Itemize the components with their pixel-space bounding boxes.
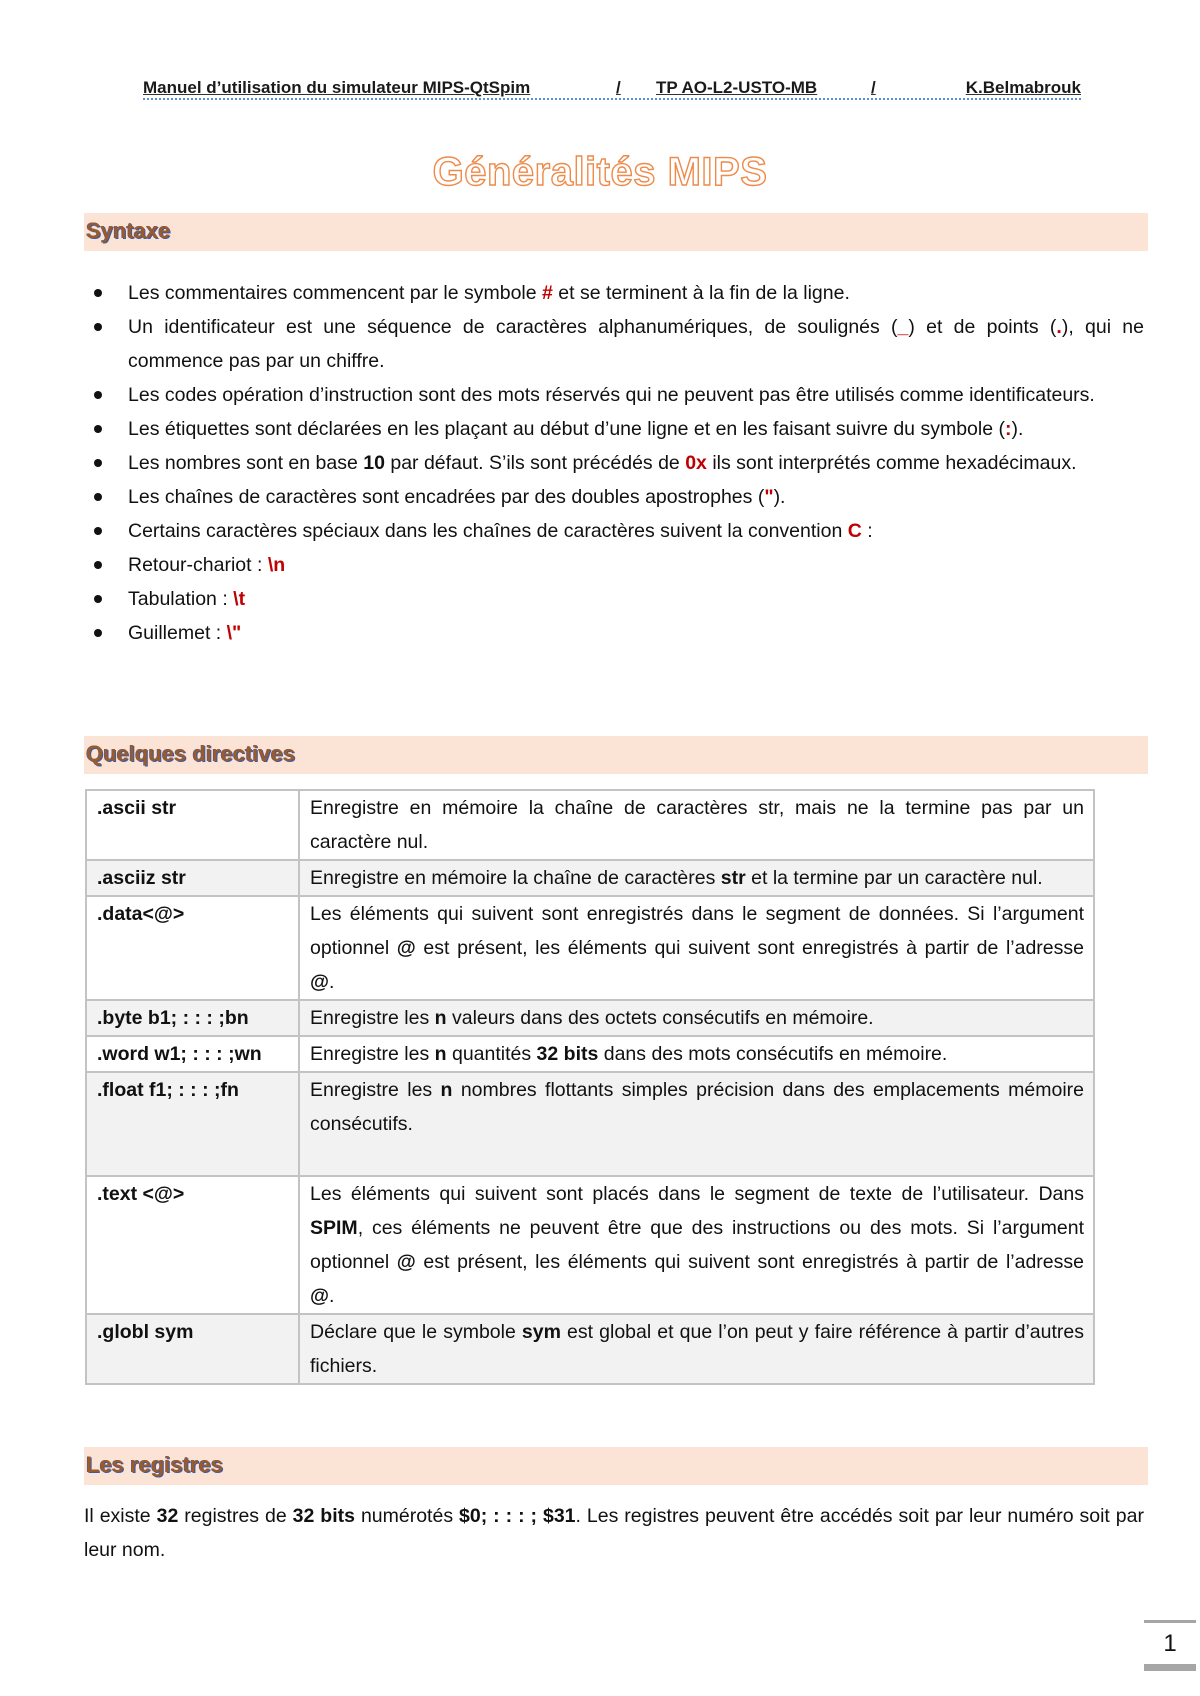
list-item: Certains caractères spéciaux dans les chaînes de caractères suivent la convention C : bbox=[84, 514, 1144, 548]
bullet-icon bbox=[94, 629, 102, 637]
running-header bbox=[143, 72, 1081, 100]
bullet-icon bbox=[94, 595, 102, 603]
table-row bbox=[86, 1000, 1094, 1036]
page-title: Généralités MIPS bbox=[432, 150, 768, 194]
header-manual-title: Manuel d’utilisation du simulateur MIPS-QtSpim bbox=[143, 78, 531, 97]
section-heading-directives bbox=[84, 736, 1148, 774]
header-author: K.Belmabrouk bbox=[965, 78, 1081, 97]
list-item: Les commentaires commencent par le symbole # et se terminent à la fin de la ligne. bbox=[84, 276, 1144, 310]
bullet-icon bbox=[94, 289, 102, 297]
header-separator: / bbox=[871, 78, 876, 97]
directive-description: Enregistre en mémoire la chaîne de caractères str, mais ne la termine pas par un caractère nul. bbox=[299, 790, 1094, 860]
list-item: Un identificateur est une séquence de caractères alphanumériques, de soulignés (_) et de points (.), qui ne commence pas par un chiffre. bbox=[84, 310, 1144, 378]
directive-name: .text <@> bbox=[86, 1176, 299, 1314]
table-row bbox=[86, 1036, 1094, 1072]
directive-description: Enregistre les n nombres flottants simples précision dans des emplacements mémoire consécutifs. bbox=[299, 1072, 1094, 1176]
bullet-icon bbox=[94, 391, 102, 399]
page-number-rule bbox=[1144, 1620, 1196, 1623]
registers-paragraph: Il existe 32 registres de 32 bits numérotés $0; : : : ; $31. Les registres peuvent être accédés soit par leur numéro soit par leur nom. bbox=[84, 1505, 1144, 1561]
directive-description: Déclare que le symbole sym est global et que l’on peut y faire référence à partir d’autres fichiers. bbox=[299, 1314, 1094, 1384]
directive-description: Enregistre les n valeurs dans des octets consécutifs en mémoire. bbox=[299, 1000, 1094, 1036]
directives-table bbox=[85, 789, 1095, 1385]
directive-name: .asciiz str bbox=[86, 860, 299, 896]
directive-description: Les éléments qui suivent sont enregistrés dans le segment de données. Si l’argument optionnel @ est présent, les éléments qui suivent sont enregistrés à partir de l’adresse @. bbox=[299, 896, 1094, 1000]
page-number: 1 bbox=[1144, 1620, 1196, 1672]
list-item: Les codes opération d’instruction sont des mots réservés qui ne peuvent pas être utilisés comme identificateurs. bbox=[84, 378, 1144, 412]
list-item: Les chaînes de caractères sont encadrées par des doubles apostrophes ("). bbox=[84, 480, 1144, 514]
header-course: TP AO-L2-USTO-MB bbox=[656, 78, 818, 97]
bullet-icon bbox=[94, 493, 102, 501]
directive-name: .globl sym bbox=[86, 1314, 299, 1384]
header-separator: / bbox=[616, 78, 621, 97]
list-item: Les nombres sont en base 10 par défaut. S’ils sont précédés de 0x ils sont interprétés comme hexadécimaux. bbox=[84, 446, 1144, 480]
section-heading-registers bbox=[84, 1447, 1148, 1485]
bullet-icon bbox=[94, 527, 102, 535]
directive-name: .word w1; : : : ;wn bbox=[86, 1036, 299, 1072]
list-item: Guillemet : \" bbox=[84, 616, 1144, 650]
directive-name: .float f1; : : : ;fn bbox=[86, 1072, 299, 1176]
table-row bbox=[86, 1072, 1094, 1176]
directive-name: .ascii str bbox=[86, 790, 299, 860]
directive-description: Enregistre en mémoire la chaîne de caractères str et la termine par un caractère nul. bbox=[299, 860, 1094, 896]
table-row bbox=[86, 860, 1094, 896]
page-number-rule bbox=[1144, 1664, 1196, 1671]
section-heading-syntax bbox=[84, 213, 1148, 251]
table-row bbox=[86, 1176, 1094, 1314]
list-item: Tabulation : \t bbox=[84, 582, 1144, 616]
table-row bbox=[86, 790, 1094, 860]
table-row bbox=[86, 1314, 1094, 1384]
section-heading-label: Syntaxe bbox=[86, 218, 171, 243]
list-item: Les étiquettes sont déclarées en les plaçant au début d’une ligne et en les faisant suivre du symbole (:). bbox=[84, 412, 1144, 446]
list-item: Retour-chariot : \n bbox=[84, 548, 1144, 582]
section-heading-label: Les registres bbox=[86, 1452, 223, 1477]
directive-description: Les éléments qui suivent sont placés dans le segment de texte de l’utilisateur. Dans SPIM, ces éléments ne peuvent être que des instructions ou des mots. Si l’argument optionnel @ est présent, les éléments qui suivent sont enregistrés à partir de l’adresse @. bbox=[299, 1176, 1094, 1314]
directive-description: Enregistre les n quantités 32 bits dans des mots consécutifs en mémoire. bbox=[299, 1036, 1094, 1072]
bullet-icon bbox=[94, 323, 102, 331]
bullet-icon bbox=[94, 561, 102, 569]
bullet-icon bbox=[94, 425, 102, 433]
table-row bbox=[86, 896, 1094, 1000]
directive-name: .byte b1; : : : ;bn bbox=[86, 1000, 299, 1036]
syntax-bullet-list bbox=[84, 276, 1144, 650]
directive-name: .data<@> bbox=[86, 896, 299, 1000]
section-heading-label: Quelques directives bbox=[86, 741, 296, 766]
bullet-icon bbox=[94, 459, 102, 467]
